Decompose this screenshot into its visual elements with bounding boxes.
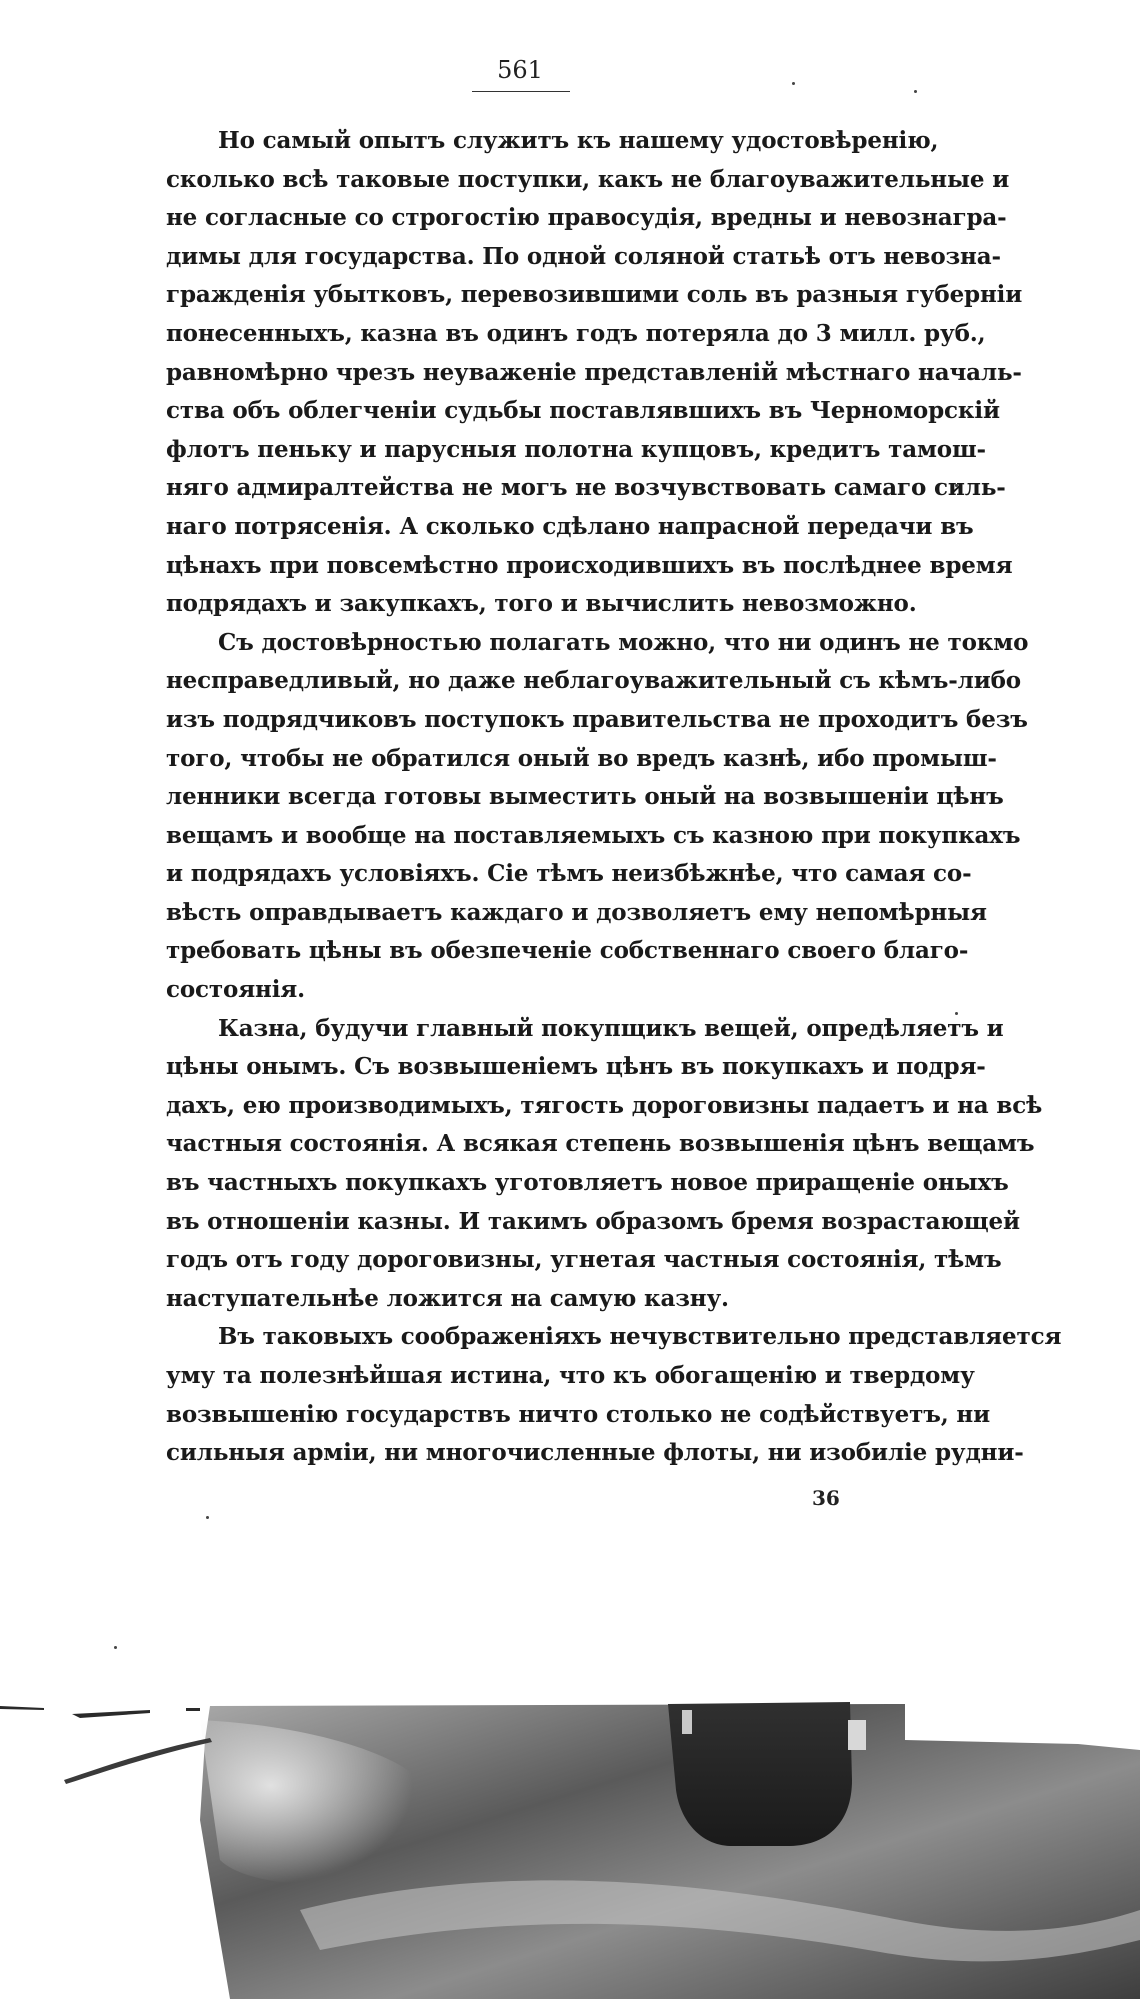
text-line: несправедливый, но даже неблагоуважительный съ кѣмъ-либо [166, 667, 1021, 695]
text-line: наступательнѣе ложится на самую казну. [166, 1284, 729, 1312]
text-line: равномѣрно чрезъ неуваженіе представленій мѣстнаго началь- [166, 358, 1022, 386]
text-line: Но самый опытъ служитъ къ нашему удостовѣренію, [218, 127, 939, 154]
scan-speck [914, 90, 917, 93]
paragraph [114, 1010, 1043, 1319]
text-line: возвышенію государствъ ничто столько не содѣйствуетъ, ни [166, 1400, 991, 1428]
text-line: гражденія убытковъ, перевозившими соль въ разныя губерніи [166, 281, 1023, 309]
text-line: подрядахъ и закупкахъ, того и вычислить невозможно. [166, 590, 917, 618]
text-line: ства объ облегченіи судьбы поставлявшихъ въ Черноморскій [166, 397, 1000, 425]
text-line: въ частныхъ покупкахъ уготовляетъ новое приращеніе оныхъ [166, 1169, 1009, 1197]
body-text [114, 122, 1062, 1473]
page-number: 561 [497, 56, 543, 84]
text-line: частныя состоянія. А всякая степень возвышенія цѣнъ вещамъ [166, 1130, 1035, 1158]
text-line: Казна, будучи главный покупщикъ вещей, опредѣляетъ и [218, 1014, 1004, 1042]
text-line: въ отношеніи казны. И такимъ образомъ бремя возрастающей [166, 1207, 1020, 1235]
scan-speck [114, 1646, 117, 1649]
text-line: Съ достовѣрностью полагать можно, что ни одинъ не токмо [218, 628, 1029, 656]
text-line: наго потрясенія. А сколько сдѣлано напрасной передачи въ [166, 512, 974, 540]
paragraph [114, 1318, 1062, 1472]
text-line: Въ таковыхъ соображеніяхъ нечувствительно представляется [218, 1323, 1062, 1351]
scan-speck [792, 82, 795, 85]
text-line: требовать цѣны въ обезпеченіе собственнаго своего благо- [166, 937, 969, 965]
text-line: няго адмиралтейства не могъ не возчувствовать самаго силь- [166, 474, 1006, 502]
text-line: димы для государства. По одной соляной статьѣ отъ невозна- [166, 242, 1001, 270]
text-line: ленники всегда готовы выместить оный на возвышеніи цѣнъ [166, 783, 1004, 811]
paragraph [114, 624, 1029, 1010]
text-line: уму та полезнѣйшая истина, что къ обогащенію и твердому [166, 1362, 975, 1389]
text-line: флотъ пеньку и парусныя полотна купцовъ, кредитъ тамош- [166, 435, 986, 463]
text-line: сколько всѣ таковые поступки, какъ не благоуважительные и [166, 165, 1010, 193]
text-line: не согласные со строгостію правосудія, вредны и невознагра- [166, 204, 1007, 232]
text-line: годъ отъ году дороговизны, угнетая частныя состоянія, тѣмъ [166, 1246, 1002, 1274]
page-number-rule [472, 91, 570, 92]
scan-speck [206, 1516, 209, 1519]
paragraph [114, 122, 1023, 624]
text-line: вѣсть оправдываетъ каждаго и дозволяетъ ему непомѣрныя [166, 898, 987, 926]
text-line: дахъ, ею производимыхъ, тягость дороговизны падаетъ и на всѣ [166, 1091, 1043, 1119]
text-line: вещамъ и вообще на поставляемыхъ съ казною при покупкахъ [166, 821, 1021, 849]
text-line: понесенныхъ, казна въ одинъ годъ потеряла до 3 милл. руб., [166, 319, 986, 347]
signature-mark: 36 [812, 1486, 840, 1510]
text-line: состоянія. [166, 976, 306, 1004]
text-line: цѣнахъ при повсемѣстно происходившихъ въ послѣднее время [166, 551, 1013, 579]
text-line: сильныя арміи, ни многочисленные флоты, ни изобиліе рудни- [166, 1439, 1024, 1467]
text-line: цѣны онымъ. Съ возвышеніемъ цѣнъ въ покупкахъ и подря- [166, 1053, 986, 1081]
text-line: и подрядахъ условіяхъ. Сіе тѣмъ неизбѣжнѣе, что самая со- [166, 860, 972, 888]
text-line: изъ подрядчиковъ поступокъ правительства не проходитъ безъ [166, 705, 1028, 733]
scanner-shadow-artifact [0, 1680, 1140, 1999]
text-line: того, чтобы не обратился оный во вредъ казнѣ, ибо промыш- [166, 744, 997, 772]
